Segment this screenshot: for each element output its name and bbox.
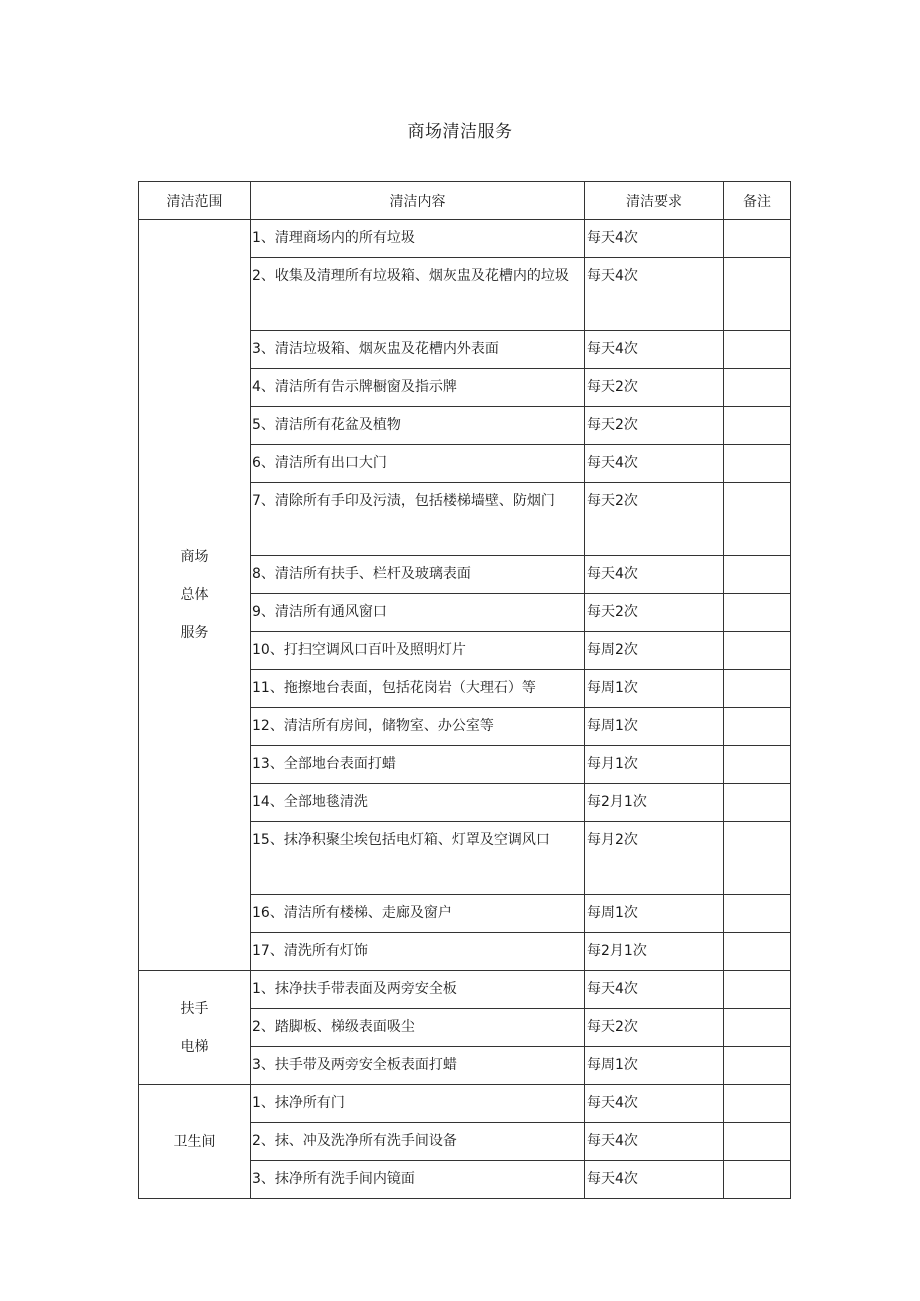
scope-cell-mall bbox=[139, 220, 251, 971]
content-cell: 13、全部地台表面打蜡 bbox=[251, 746, 585, 784]
requirement-cell: 每月2次 bbox=[585, 822, 724, 895]
header-requirement: 清洁要求 bbox=[585, 182, 724, 220]
table-row bbox=[139, 220, 791, 258]
table-body bbox=[139, 220, 791, 1199]
remark-cell bbox=[724, 670, 791, 708]
content-cell: 15、抹净积聚尘埃包括电灯箱、灯罩及空调风口 bbox=[251, 822, 585, 895]
content-cell: 1、清理商场内的所有垃圾 bbox=[251, 220, 585, 258]
requirement-cell: 每天2次 bbox=[585, 483, 724, 556]
requirement-cell: 每天4次 bbox=[585, 445, 724, 483]
content-cell: 3、抹净所有洗手间内镜面 bbox=[251, 1161, 585, 1199]
requirement-cell: 每周2次 bbox=[585, 632, 724, 670]
remark-cell bbox=[724, 933, 791, 971]
remark-cell bbox=[724, 1085, 791, 1123]
requirement-cell: 每天4次 bbox=[585, 1085, 724, 1123]
content-cell: 3、清洁垃圾箱、烟灰盅及花槽内外表面 bbox=[251, 331, 585, 369]
remark-cell bbox=[724, 1009, 791, 1047]
cleaning-service-table bbox=[138, 181, 791, 1199]
requirement-cell: 每天4次 bbox=[585, 1123, 724, 1161]
remark-cell bbox=[724, 556, 791, 594]
remark-cell bbox=[724, 1123, 791, 1161]
remark-cell bbox=[724, 594, 791, 632]
content-cell: 12、清洁所有房间，储物室、办公室等 bbox=[251, 708, 585, 746]
scope-label-line: 商场 bbox=[180, 549, 209, 565]
content-cell: 4、清洁所有告示牌橱窗及指示牌 bbox=[251, 369, 585, 407]
table-row bbox=[139, 971, 791, 1009]
remark-cell bbox=[724, 331, 791, 369]
requirement-cell: 每天2次 bbox=[585, 407, 724, 445]
content-cell: 6、清洁所有出口大门 bbox=[251, 445, 585, 483]
remark-cell bbox=[724, 971, 791, 1009]
content-cell: 2、收集及清理所有垃圾箱、烟灰盅及花槽内的垃圾 bbox=[251, 258, 585, 331]
requirement-cell: 每月1次 bbox=[585, 746, 724, 784]
remark-cell bbox=[724, 708, 791, 746]
content-cell: 5、清洁所有花盆及植物 bbox=[251, 407, 585, 445]
remark-cell bbox=[724, 220, 791, 258]
remark-cell bbox=[724, 445, 791, 483]
remark-cell bbox=[724, 895, 791, 933]
remark-cell bbox=[724, 407, 791, 445]
content-cell: 8、清洁所有扶手、栏杆及玻璃表面 bbox=[251, 556, 585, 594]
scope-label-line: 卫生间 bbox=[173, 1133, 216, 1150]
content-cell: 3、扶手带及两旁安全板表面打蜡 bbox=[251, 1047, 585, 1085]
requirement-cell: 每天2次 bbox=[585, 1009, 724, 1047]
requirement-cell: 每周1次 bbox=[585, 895, 724, 933]
remark-cell bbox=[724, 483, 791, 556]
scope-label-line: 扶手 bbox=[180, 1000, 209, 1017]
content-cell: 14、全部地毯清洗 bbox=[251, 784, 585, 822]
requirement-cell: 每天2次 bbox=[585, 594, 724, 632]
remark-cell bbox=[724, 746, 791, 784]
header-scope: 清洁范围 bbox=[139, 182, 251, 220]
content-cell: 7、清除所有手印及污渍，包括楼梯墙壁、防烟门 bbox=[251, 483, 585, 556]
content-cell: 9、清洁所有通风窗口 bbox=[251, 594, 585, 632]
scope-label-line: 服务 bbox=[180, 625, 209, 641]
header-remark: 备注 bbox=[724, 182, 791, 220]
document-title: 商场清洁服务 bbox=[407, 122, 513, 142]
requirement-cell: 每周1次 bbox=[585, 708, 724, 746]
requirement-cell: 每天2次 bbox=[585, 369, 724, 407]
remark-cell bbox=[724, 784, 791, 822]
remark-cell bbox=[724, 1161, 791, 1199]
table-row bbox=[139, 1085, 791, 1123]
requirement-cell: 每天4次 bbox=[585, 971, 724, 1009]
requirement-cell: 每2月1次 bbox=[585, 784, 724, 822]
requirement-cell: 每周1次 bbox=[585, 670, 724, 708]
remark-cell bbox=[724, 258, 791, 331]
content-cell: 16、清洁所有楼梯、走廊及窗户 bbox=[251, 895, 585, 933]
requirement-cell: 每天4次 bbox=[585, 220, 724, 258]
requirement-cell: 每天4次 bbox=[585, 258, 724, 331]
scope-label-line: 总体 bbox=[180, 587, 209, 603]
requirement-cell: 每天4次 bbox=[585, 556, 724, 594]
requirement-cell: 每天4次 bbox=[585, 331, 724, 369]
content-cell: 1、抹净所有门 bbox=[251, 1085, 585, 1123]
content-cell: 11、拖擦地台表面，包括花岗岩（大理石）等 bbox=[251, 670, 585, 708]
remark-cell bbox=[724, 822, 791, 895]
table-header-row bbox=[139, 182, 791, 220]
scope-cell-restroom bbox=[139, 1085, 251, 1199]
requirement-cell: 每天4次 bbox=[585, 1161, 724, 1199]
content-cell: 1、抹净扶手带表面及两旁安全板 bbox=[251, 971, 585, 1009]
remark-cell bbox=[724, 369, 791, 407]
header-content: 清洁内容 bbox=[251, 182, 585, 220]
content-cell: 2、抹、冲及洗净所有洗手间设备 bbox=[251, 1123, 585, 1161]
remark-cell bbox=[724, 632, 791, 670]
requirement-cell: 每周1次 bbox=[585, 1047, 724, 1085]
scope-cell-escalator bbox=[139, 971, 251, 1085]
content-cell: 17、清洗所有灯饰 bbox=[251, 933, 585, 971]
requirement-cell: 每2月1次 bbox=[585, 933, 724, 971]
content-cell: 10、打扫空调风口百叶及照明灯片 bbox=[251, 632, 585, 670]
content-cell: 2、踏脚板、梯级表面吸尘 bbox=[251, 1009, 585, 1047]
remark-cell bbox=[724, 1047, 791, 1085]
scope-label-line: 电梯 bbox=[180, 1038, 209, 1055]
